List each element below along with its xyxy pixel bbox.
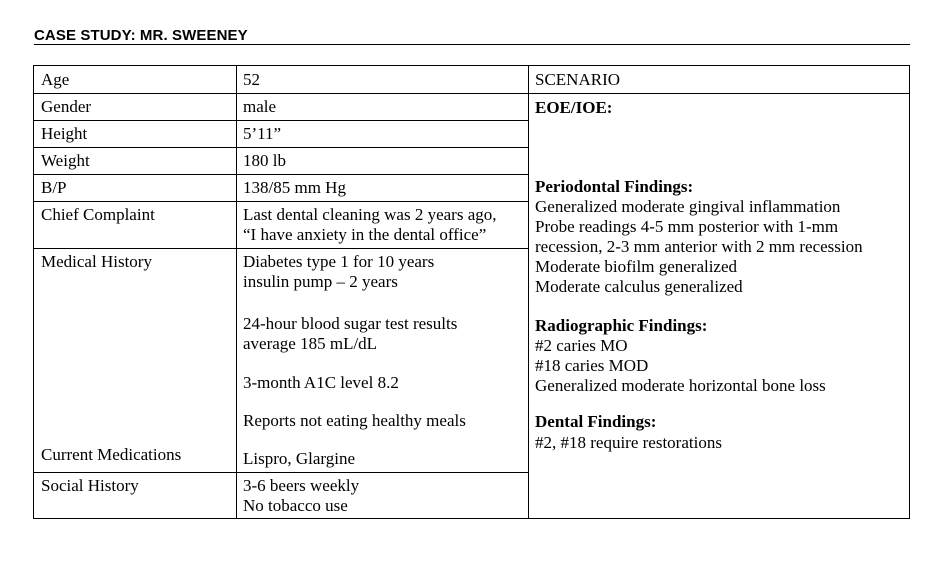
medical-history-label: Medical History bbox=[41, 252, 152, 271]
dental-heading: Dental Findings: bbox=[535, 412, 657, 431]
chief-complaint-label: Chief Complaint bbox=[41, 205, 155, 224]
row-divider bbox=[34, 93, 528, 94]
row-divider bbox=[34, 472, 528, 473]
row-divider bbox=[528, 93, 910, 94]
current-medications-label: Current Medications bbox=[41, 445, 182, 464]
height-value: 5’11” bbox=[243, 124, 282, 143]
social-history-line: 3-6 beers weekly bbox=[243, 476, 360, 495]
radiographic-line: Generalized moderate horizontal bone loss bbox=[535, 376, 826, 395]
bp-label: B/P bbox=[41, 178, 67, 197]
radiographic-line: #2 caries MO bbox=[535, 336, 628, 355]
social-history-line: No tobacco use bbox=[243, 496, 348, 515]
age-value: 52 bbox=[243, 70, 260, 89]
row-divider bbox=[34, 174, 528, 175]
case-study-table bbox=[33, 65, 910, 519]
bp-value: 138/85 mm Hg bbox=[243, 178, 346, 197]
age-label: Age bbox=[41, 70, 70, 89]
medical-history-line: average 185 mL/dL bbox=[243, 334, 378, 353]
gender-value: male bbox=[243, 97, 277, 116]
row-divider bbox=[34, 120, 528, 121]
medical-history-line: insulin pump – 2 years bbox=[243, 272, 398, 291]
chief-complaint-line: “I have anxiety in the dental office” bbox=[243, 225, 487, 244]
current-medications-value: Lispro, Glargine bbox=[243, 449, 356, 468]
row-divider bbox=[34, 248, 528, 249]
periodontal-heading: Periodontal Findings: bbox=[535, 177, 694, 196]
height-label: Height bbox=[41, 124, 88, 143]
weight-value: 180 lb bbox=[243, 151, 286, 170]
dental-line: #2, #18 require restorations bbox=[535, 433, 722, 452]
medical-history-line: 3-month A1C level 8.2 bbox=[243, 373, 399, 392]
radiographic-heading: Radiographic Findings: bbox=[535, 316, 708, 335]
periodontal-line: Moderate biofilm generalized bbox=[535, 257, 738, 276]
medical-history-line: Diabetes type 1 for 10 years bbox=[243, 252, 435, 271]
gender-label: Gender bbox=[41, 97, 92, 116]
title-underline bbox=[34, 44, 910, 45]
eoe-ioe-heading: EOE/IOE: bbox=[535, 98, 613, 117]
periodontal-line: Moderate calculus generalized bbox=[535, 277, 743, 296]
chief-complaint-line: Last dental cleaning was 2 years ago, bbox=[243, 205, 497, 224]
weight-label: Weight bbox=[41, 151, 90, 170]
periodontal-line: Generalized moderate gingival inflammation bbox=[535, 197, 841, 216]
page-title: CASE STUDY: MR. SWEENEY bbox=[34, 27, 248, 44]
row-divider bbox=[34, 201, 528, 202]
scenario-header: SCENARIO bbox=[535, 70, 621, 89]
periodontal-line: Probe readings 4-5 mm posterior with 1-mm bbox=[535, 217, 839, 236]
radiographic-line: #18 caries MOD bbox=[535, 356, 649, 375]
column-divider bbox=[528, 66, 529, 518]
column-divider bbox=[236, 66, 237, 518]
social-history-label: Social History bbox=[41, 476, 139, 495]
medical-history-line: Reports not eating healthy meals bbox=[243, 411, 466, 430]
row-divider bbox=[34, 147, 528, 148]
medical-history-line: 24-hour blood sugar test results bbox=[243, 314, 458, 333]
periodontal-line: recession, 2-3 mm anterior with 2 mm recession bbox=[535, 237, 863, 256]
